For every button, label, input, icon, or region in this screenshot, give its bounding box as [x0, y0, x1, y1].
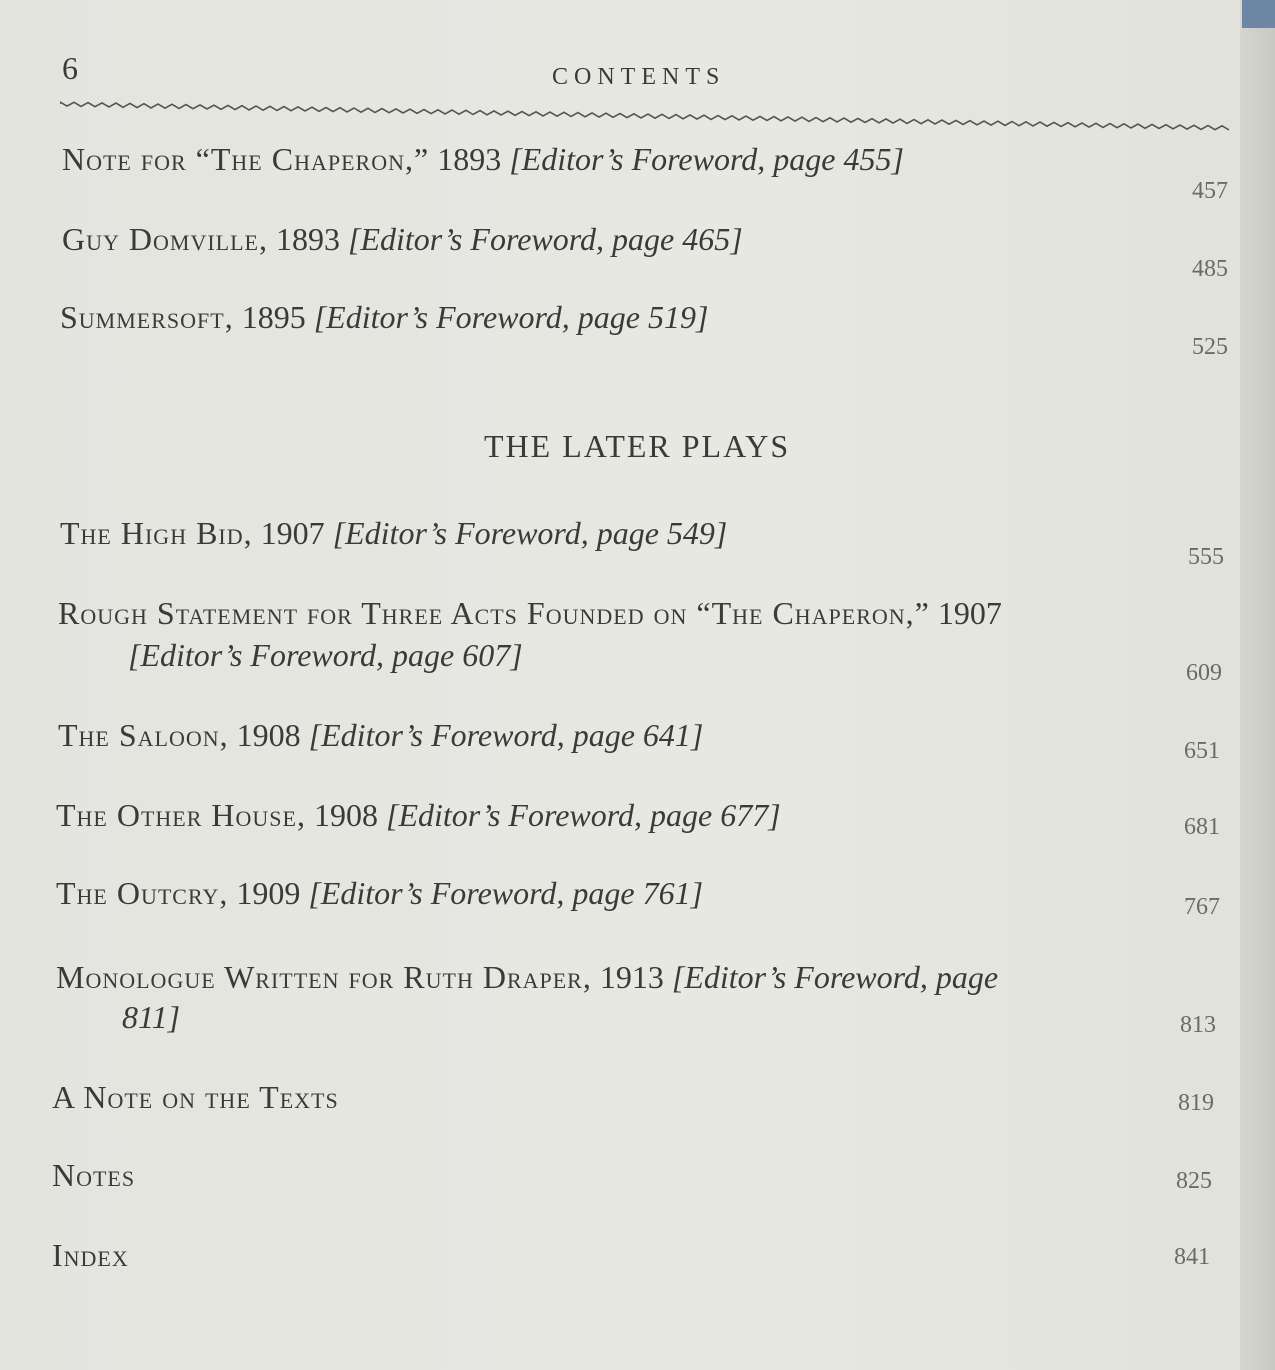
toc-entry-guy-domville[interactable] [62, 218, 743, 260]
entry-page-number: 457 [1192, 178, 1228, 204]
entry-page-number: 609 [1186, 660, 1222, 686]
toc-entry-other-house[interactable] [56, 794, 781, 836]
entry-year: 1908 [313, 797, 378, 833]
entry-foreword: [Editor’s Foreword, page 761] [308, 875, 704, 911]
entry-year: 1893 [437, 141, 502, 177]
entry-title: The Other House, [56, 797, 306, 833]
page-number: 6 [62, 50, 78, 86]
toc-entry-notes[interactable] [52, 1154, 135, 1196]
entry-foreword: [Editor’s Foreword, page [671, 959, 999, 995]
entry-page-number: 681 [1184, 814, 1220, 840]
entry-title: The High Bid, [60, 515, 253, 551]
section-heading: THE LATER PLAYS [484, 428, 791, 464]
entry-year: 1895 [241, 299, 306, 335]
entry-foreword: [Editor’s Foreword, page 455] [509, 141, 904, 177]
entry-year: 1909 [236, 875, 301, 911]
toc-entry-saloon[interactable] [58, 714, 703, 756]
toc-entry-index[interactable] [52, 1234, 129, 1276]
entry-year: 1907 [937, 595, 1002, 631]
page-edge-shadow [1240, 0, 1275, 1370]
entry-page-number: 555 [1188, 544, 1224, 570]
entry-page-number: 819 [1178, 1090, 1214, 1116]
toc-entry-rough-statement[interactable] [58, 592, 1002, 634]
entry-title: Index [52, 1237, 129, 1273]
entry-title: The Outcry, [56, 875, 229, 911]
entry-title: Guy Domville, [62, 221, 268, 257]
entry-foreword: [Editor’s Foreword, page 607] [128, 637, 523, 673]
entry-foreword-continued: 811] [122, 999, 181, 1035]
entry-title: A Note on the Texts [52, 1079, 339, 1115]
toc-entry-chaperon-note[interactable] [62, 138, 904, 180]
entry-page-number: 825 [1176, 1168, 1212, 1194]
entry-page-number: 651 [1184, 738, 1220, 764]
entry-page-number: 485 [1192, 256, 1228, 282]
entry-page-number: 813 [1180, 1012, 1216, 1038]
toc-entry-outcry[interactable] [56, 872, 703, 914]
running-head: CONTENTS [552, 64, 726, 90]
entry-year: 1907 [260, 515, 325, 551]
wavy-rule-divider [60, 96, 1230, 136]
entry-title: Monologue Written for Ruth Draper, [56, 959, 592, 995]
entry-foreword: [Editor’s Foreword, page 641] [308, 717, 704, 753]
entry-foreword: [Editor’s Foreword, page 677] [385, 797, 781, 833]
entry-page-number: 767 [1184, 894, 1220, 920]
toc-entry-note-on-texts[interactable] [52, 1076, 339, 1118]
entry-foreword: [Editor’s Foreword, page 519] [313, 299, 709, 335]
entry-page-number: 841 [1174, 1244, 1210, 1270]
entry-title: The Saloon, [58, 717, 229, 753]
entry-title: Rough Statement for Three Acts Founded on “The Chaperon,” [58, 595, 930, 631]
entry-page-number: 525 [1192, 334, 1228, 360]
toc-entry-monologue[interactable] [56, 956, 998, 998]
entry-year: 1908 [236, 717, 301, 753]
entry-foreword: [Editor’s Foreword, page 549] [332, 515, 728, 551]
entry-title: Note for “The Chaperon,” [62, 141, 430, 177]
entry-title: Summersoft, [60, 299, 234, 335]
entry-foreword: [Editor’s Foreword, page 465] [347, 221, 743, 257]
toc-entry-summersoft[interactable] [60, 296, 708, 338]
entry-title: Notes [52, 1157, 136, 1193]
toc-entry-high-bid[interactable] [60, 512, 727, 554]
entry-year: 1913 [599, 959, 664, 995]
entry-year: 1893 [275, 221, 340, 257]
page-edge-cover [1242, 0, 1275, 28]
